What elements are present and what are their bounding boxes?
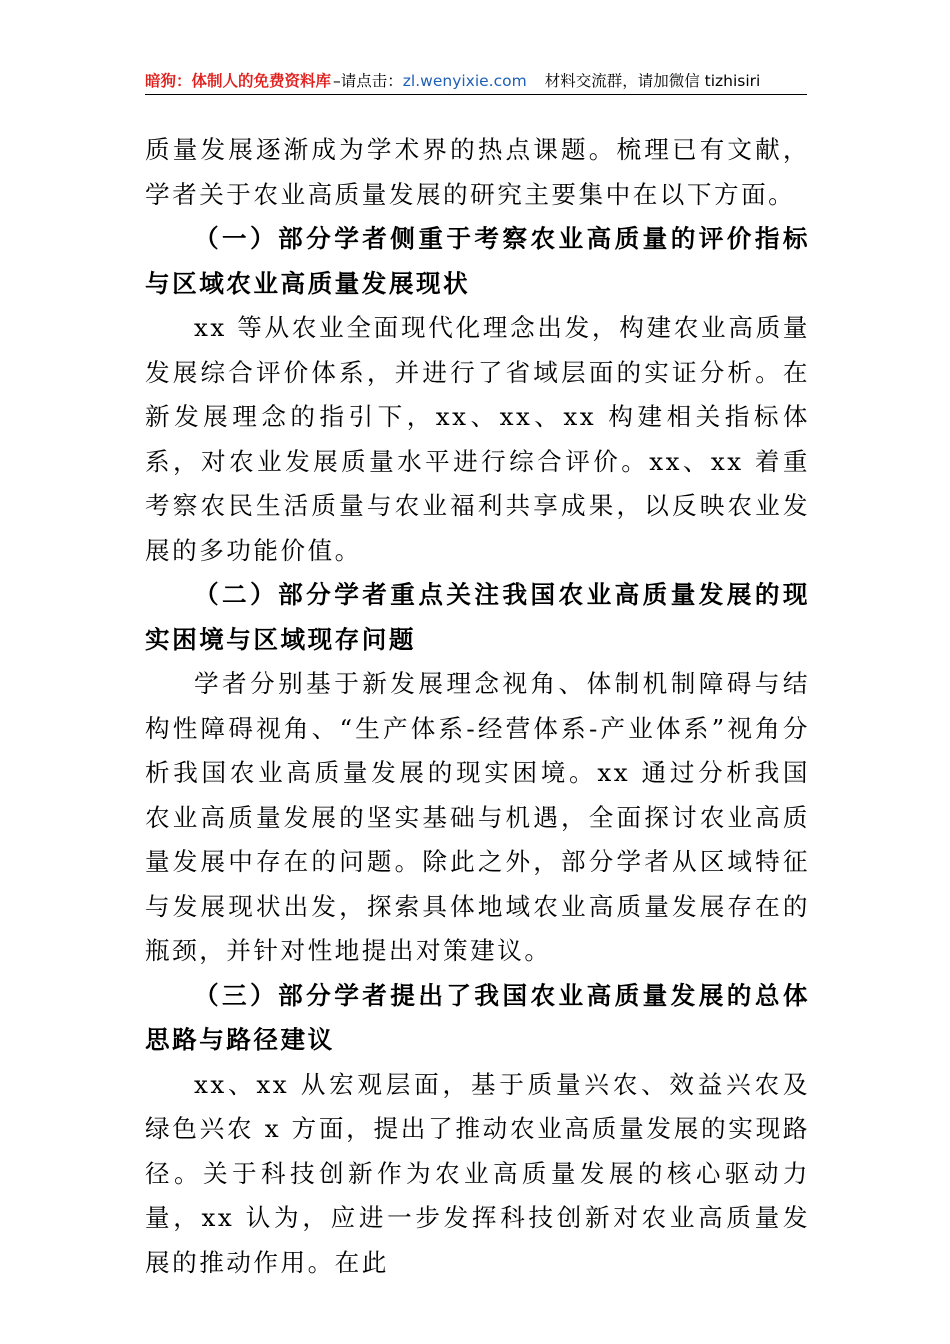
- header-brand: 暗狗：体制人的免费资料库: [145, 72, 332, 90]
- document-body: [145, 128, 810, 1285]
- header-prompt: –请点击：: [333, 72, 403, 90]
- section-heading-2: （二）部分学者重点关注我国农业高质量发展的现实困境与区域现存问题: [145, 580, 810, 654]
- header-group-note: 材料交流群，请加微信 tizhisiri: [544, 72, 761, 90]
- section-heading-1: （一）部分学者侧重于考察农业高质量的评价指标与区域农业高质量发展现状: [145, 224, 810, 298]
- header-url-link[interactable]: zl.wenyixie.com: [402, 72, 527, 90]
- page-header: [145, 70, 807, 95]
- section-body-1: xx 等从农业全面现代化理念出发，构建农业高质量发展综合评价体系，并进行了省域层面的实证分析。在新发展理念的指引下，xx、xx、xx 构建相关指标体系，对农业发展质量水平进行综合评价。xx、xx 着重考察农民生活质量与农业福利共享成果，以反映农业发展的多功能价值。: [145, 313, 810, 565]
- section-heading-3: （三）部分学者提出了我国农业高质量发展的总体思路与路径建议: [145, 980, 810, 1054]
- section-body-2: 学者分别基于新发展理念视角、体制机制障碍与结构性障碍视角、“生产体系-经营体系-产业体系”视角分析我国农业高质量发展的现实困境。xx 通过分析我国农业高质量发展的坚实基础与机遇，全面探讨农业高质量发展中存在的问题。除此之外，部分学者从区域特征与发展现状出发，探索具体地域农业高质量发展存在的瓶颈，并针对性地提出对策建议。: [145, 669, 810, 965]
- section-body-3: xx、xx 从宏观层面，基于质量兴农、效益兴农及绿色兴农 x 方面，提出了推动农业高质量发展的实现路径。关于科技创新作为农业高质量发展的核心驱动力量，xx 认为，应进一步发挥科技创新对农业高质量发展的推动作用。在此: [145, 1069, 810, 1277]
- intro-paragraph: 质量发展逐渐成为学术界的热点课题。梳理已有文献，学者关于农业高质量发展的研究主要集中在以下方面。: [145, 135, 810, 209]
